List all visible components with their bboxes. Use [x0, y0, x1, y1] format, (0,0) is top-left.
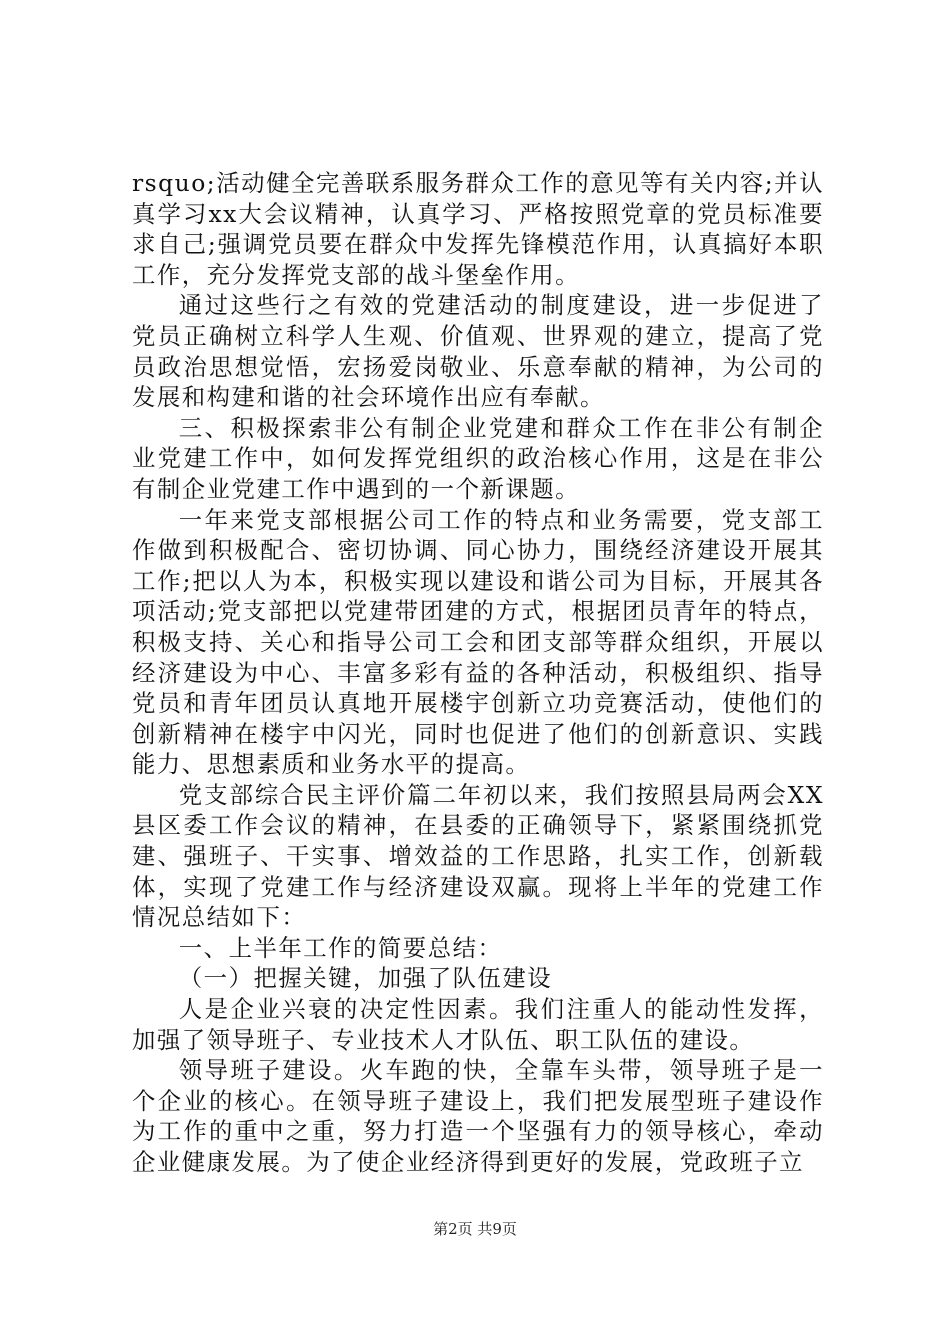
document-body — [132, 168, 824, 1178]
paragraph: 党支部综合民主评价篇二年初以来，我们按照县局两会XX县区委工作会议的精神，在县委的正确领导下，紧紧围绕抓党建、强班子、干实事、增效益的工作思路，扎实工作，创新载体，实现了党建工作与经济建设双赢。现将上半年的党建工作情况总结如下： — [132, 780, 824, 932]
paragraph: rsquo;活动健全完善联系服务群众工作的意见等有关内容;并认真学习xx大会议精神，认真学习、严格按照党章的党员标准要求自己;强调党员要在群众中发挥先锋模范作用，认真搞好本职工作，充分发挥党支部的战斗堡垒作用。 — [132, 169, 824, 289]
paragraph: 一年来党支部根据公司工作的特点和业务需要，党支部工作做到积极配合、密切协调、同心协力，围绕经济建设开展其工作;把以人为本，积极实现以建设和谐公司为目标，开展其各项活动;党支部把以党建带团建的方式，根据团员青年的特点，积极支持、关心和指导公司工会和团支部等群众组织，开展以经济建设为中心、丰富多彩有益的各种活动，积极组织、指导党员和青年团员认真地开展楼宇创新立功竞赛活动，使他们的创新精神在楼宇中闪光，同时也促进了他们的创新意识、实践能力、思想素质和业务水平的提高。 — [132, 505, 824, 779]
page-number-footer: 第2页 共9页 — [433, 1220, 517, 1238]
subsection-heading: （一）把握关键，加强了队伍建设 — [178, 964, 553, 993]
paragraph: 人是企业兴衰的决定性因素。我们注重人的能动性发挥，加强了领导班子、专业技术人才队伍、职工队伍的建设。 — [132, 995, 824, 1054]
section-heading: 一、上半年工作的简要总结： — [178, 933, 503, 962]
paragraph: 三、积极探索非公有制企业党建和群众工作在非公有制企业党建工作中，如何发挥党组织的政治核心作用，这是在非公有制企业党建工作中遇到的一个新课题。 — [132, 413, 824, 503]
paragraph: 领导班子建设。火车跑的快，全靠车头带，领导班子是一个企业的核心。在领导班子建设上，我们把发展型班子建设作为工作的重中之重，努力打造一个坚强有力的领导核心，牵动企业健康发展。为了使企业经济得到更好的发展，党政班子立 — [132, 1056, 824, 1176]
paragraph: 通过这些行之有效的党建活动的制度建设，进一步促进了党员正确树立科学人生观、价值观、世界观的建立，提高了党员政治思想觉悟，宏扬爱岗敬业、乐意奉献的精神，为公司的发展和构建和谐的社会环境作出应有奉献。 — [132, 291, 824, 412]
